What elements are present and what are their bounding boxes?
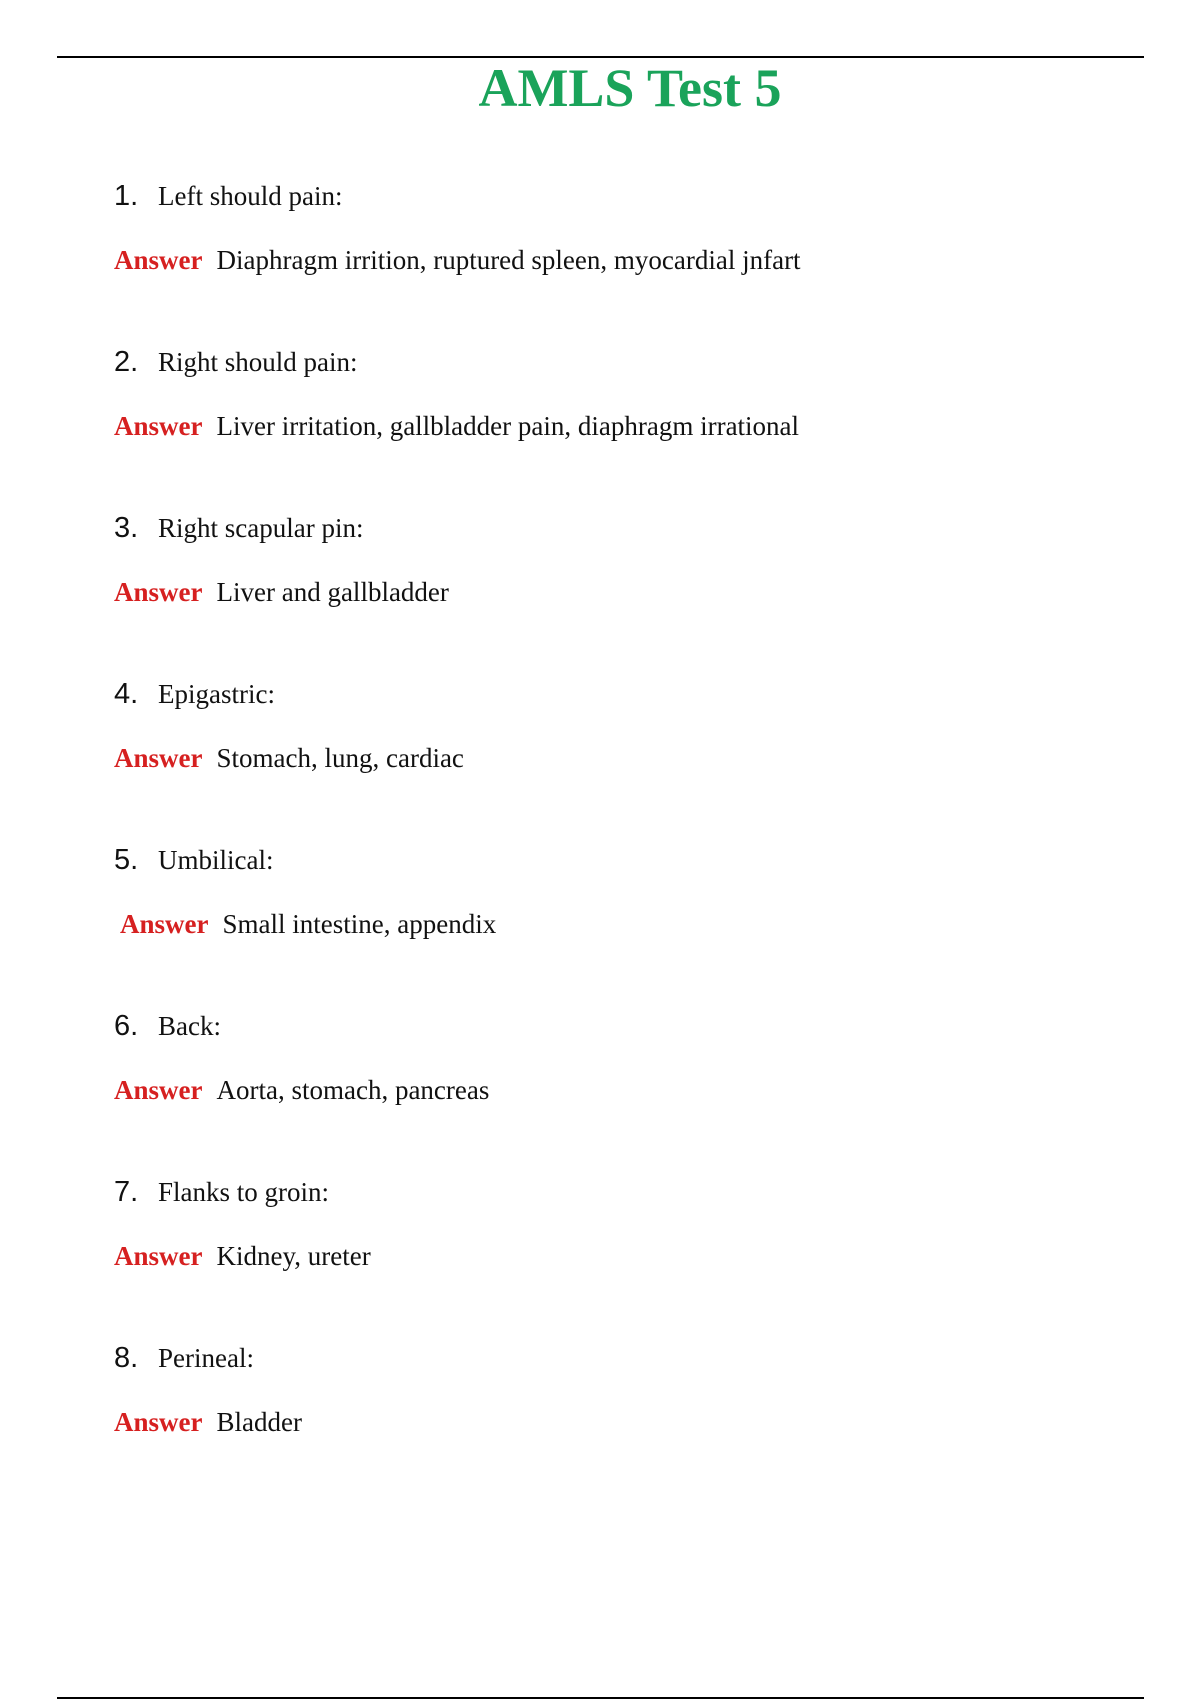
answer [114,1075,489,1115]
question [114,512,363,552]
qa-item-7 [114,1176,1114,1342]
question-number: 5. [114,844,139,876]
answer-text: Aorta, stomach, pancreas [216,1075,490,1105]
answer-text: Small intestine, appendix [222,909,497,939]
qa-item-5 [114,844,1114,1010]
question [114,346,358,386]
question-text: Right should pain: [158,347,358,377]
question [114,678,275,718]
question [114,1342,254,1382]
answer [114,245,801,285]
qa-item-4 [114,678,1114,844]
answer [114,577,449,617]
question-text: Epigastric: [158,679,275,709]
answer-text: Stomach, lung, cardiac [216,743,464,773]
answer [114,411,799,451]
answer-text: Bladder [216,1407,302,1437]
question-number: 7. [114,1176,139,1208]
question [114,1010,221,1050]
question-number: 3. [114,512,139,544]
answer-label: Answer [120,909,209,939]
bottom-rule [57,1697,1144,1699]
answer-label: Answer [114,1407,203,1437]
question-number: 2. [114,346,139,378]
answer-label: Answer [114,1075,203,1105]
question [114,1176,329,1216]
page-title: AMLS Test 5 [478,58,782,118]
answer-label: Answer [114,1241,203,1271]
qa-list [114,180,1114,1508]
answer-label: Answer [114,245,203,275]
question-number: 8. [114,1342,139,1374]
answer-label: Answer [114,743,203,773]
question-number: 6. [114,1010,139,1042]
answer [120,909,496,949]
question-text: Flanks to groin: [158,1177,330,1207]
answer-text: Liver irritation, gallbladder pain, diaphragm irrational [216,411,800,441]
qa-item-8 [114,1342,1114,1508]
qa-item-2 [114,346,1114,512]
question-text: Umbilical: [158,845,274,875]
answer-label: Answer [114,577,203,607]
answer-label: Answer [114,411,203,441]
question-text: Left should pain: [158,181,343,211]
question-number: 4. [114,678,139,710]
answer-text: Liver and gallbladder [216,577,449,607]
question-text: Back: [158,1011,221,1041]
question [114,844,273,884]
answer-text: Kidney, ureter [216,1241,371,1271]
answer [114,743,464,783]
answer-text: Diaphragm irrition, ruptured spleen, myocardial jnfart [216,245,801,275]
answer [114,1241,371,1281]
answer [114,1407,302,1447]
question [114,180,342,220]
question-text: Perineal: [158,1343,254,1373]
question-text: Right scapular pin: [158,513,364,543]
qa-item-1 [114,180,1114,346]
question-number: 1. [114,180,139,212]
qa-item-3 [114,512,1114,678]
qa-item-6 [114,1010,1114,1176]
